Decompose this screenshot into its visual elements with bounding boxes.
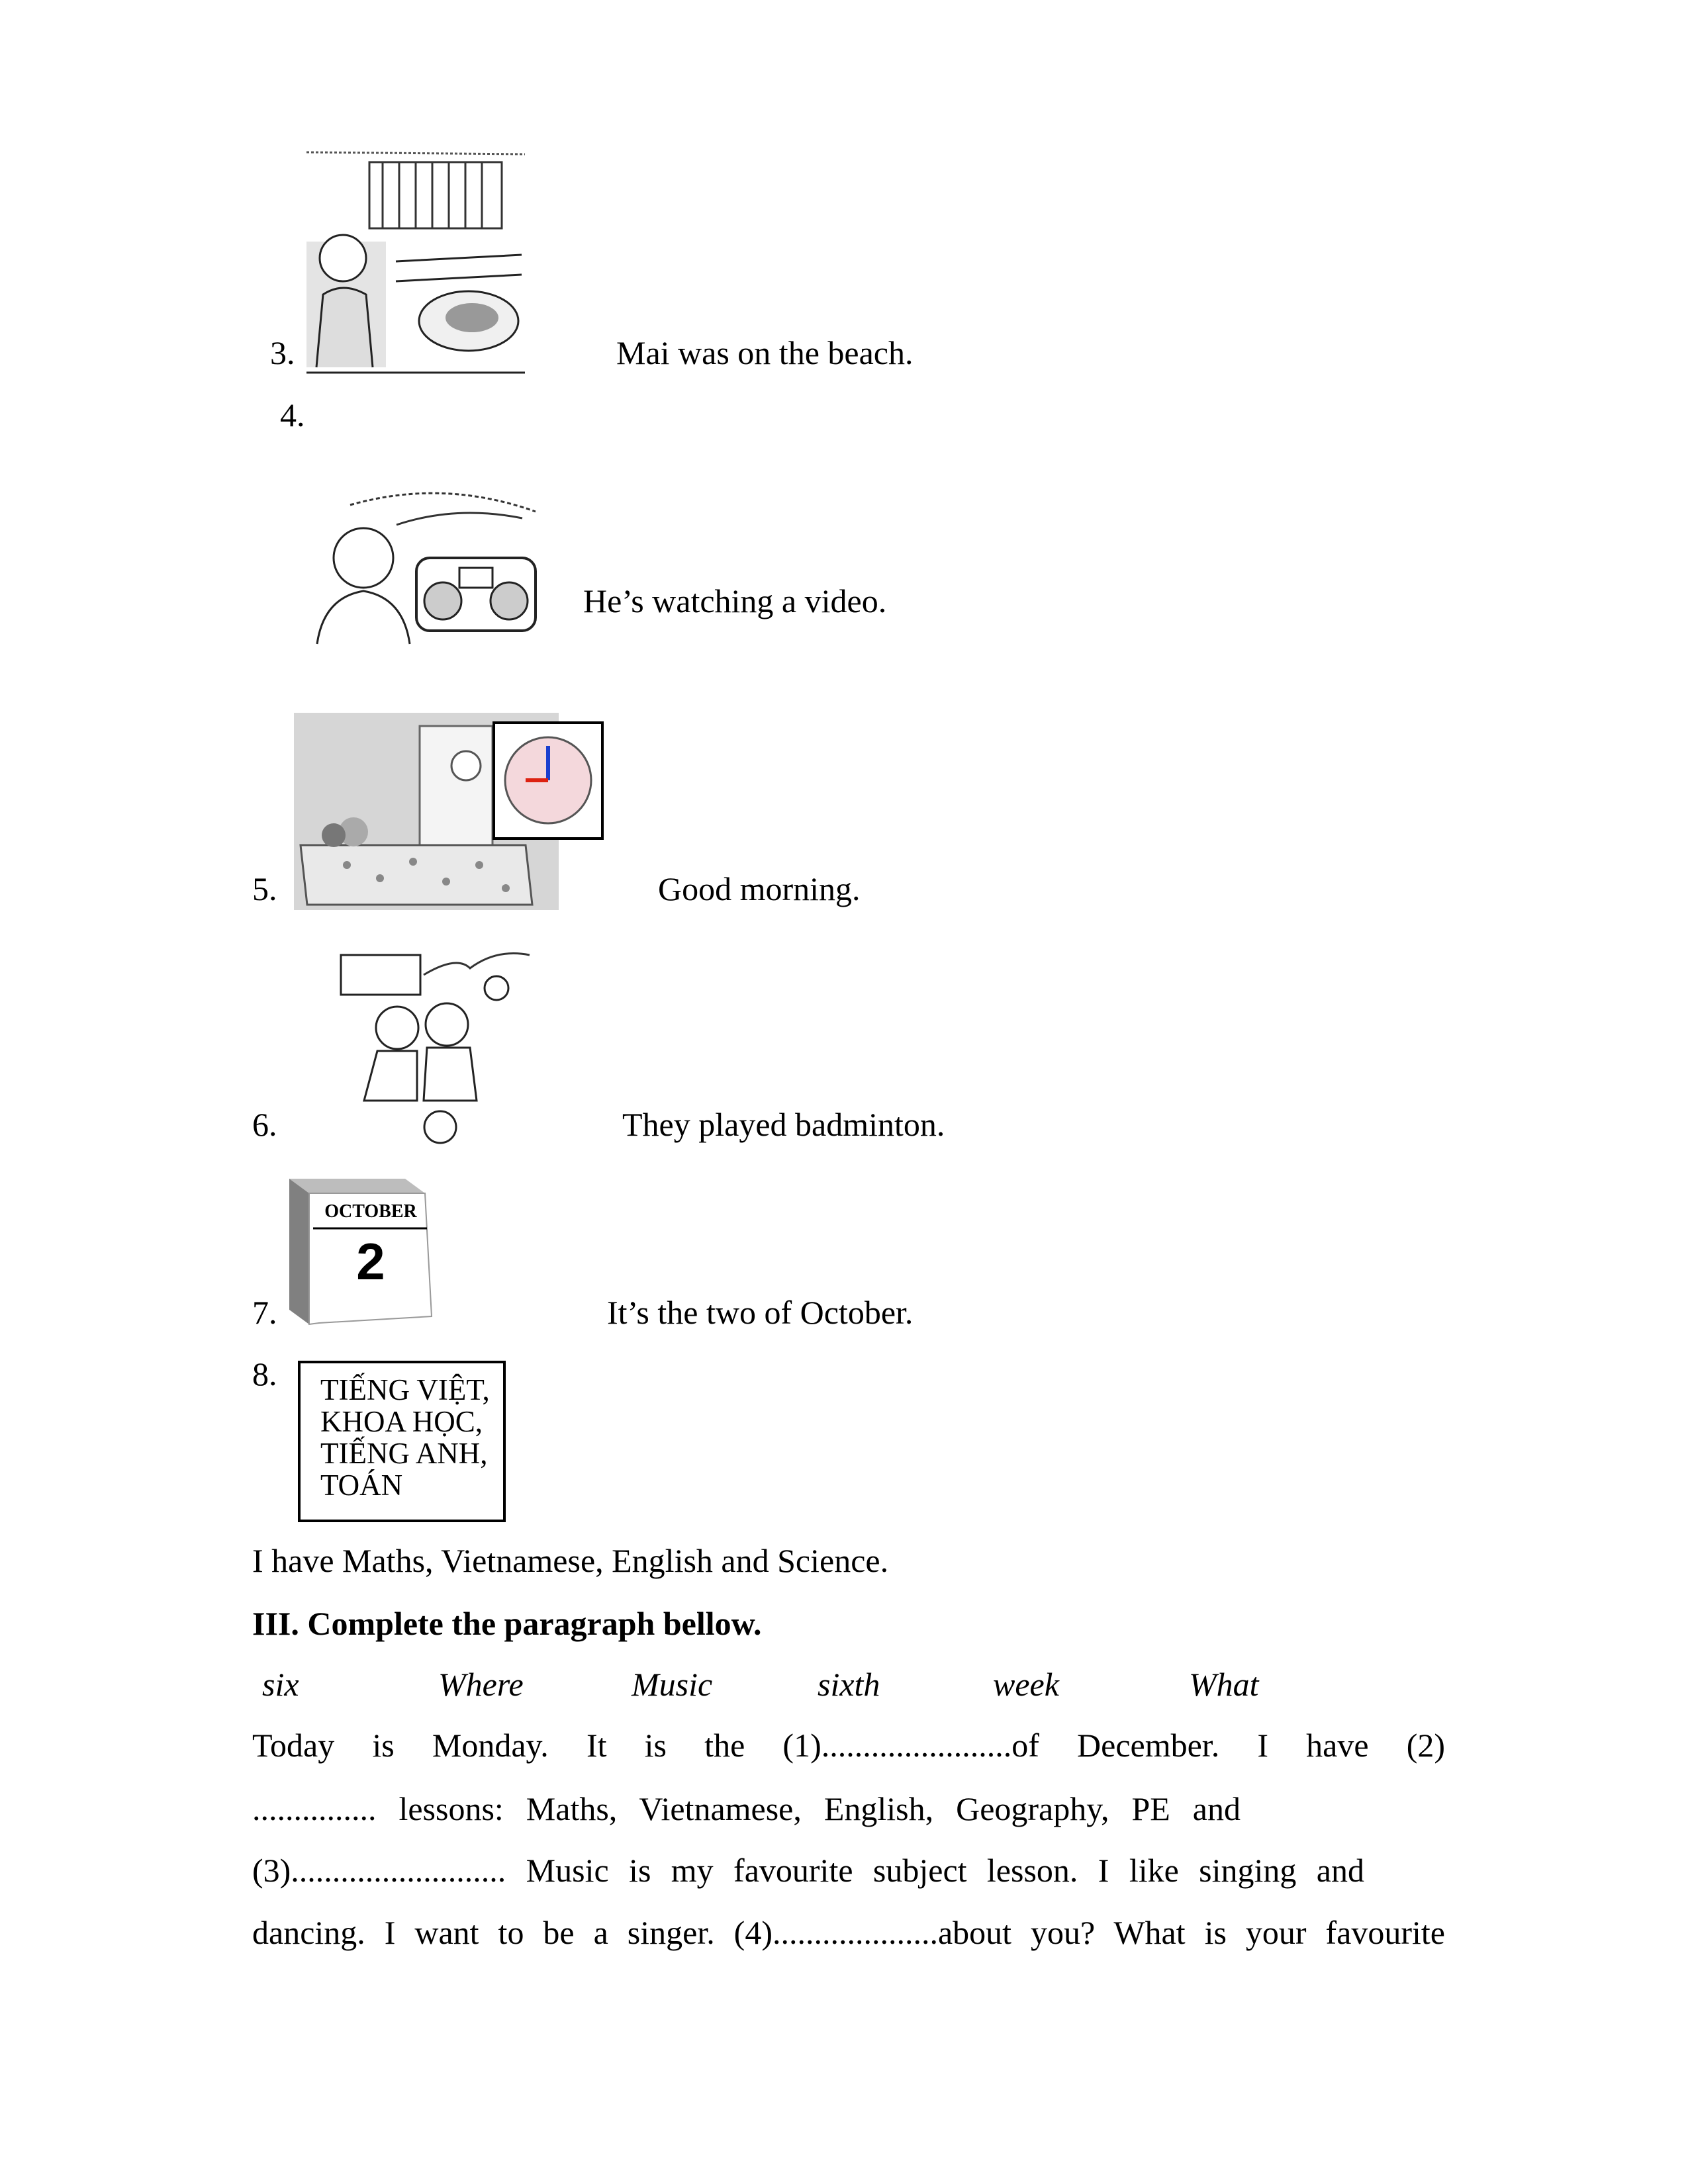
boys-playing-football-picture bbox=[338, 942, 531, 1144]
calendar-picture bbox=[289, 1179, 435, 1334]
boy-listening-to-radio-picture bbox=[310, 485, 559, 645]
subject-1: TIẾNG VIỆT, bbox=[320, 1373, 490, 1406]
item-4-number: 4. bbox=[280, 396, 305, 433]
boy-at-zoo-picture bbox=[303, 149, 527, 375]
subject-3: TIẾNG ANH, bbox=[320, 1437, 488, 1470]
item-6-sentence: They played badminton. bbox=[622, 1106, 945, 1143]
subject-2: KHOA HỌC, bbox=[320, 1405, 483, 1438]
word-bank-word: Where bbox=[438, 1666, 524, 1703]
item-8-number: 8. bbox=[252, 1355, 277, 1392]
subjects-box bbox=[298, 1361, 506, 1522]
paragraph-line: (3).......................... Music is my favourite subject lesson. I like singing and bbox=[252, 1852, 1364, 1889]
calendar-day: 2 bbox=[356, 1232, 385, 1291]
paragraph-line: dancing. I want to be a singer. (4)....................about you? What is your favourite bbox=[252, 1914, 1445, 1951]
item-6-number: 6. bbox=[252, 1106, 277, 1143]
item-4-sentence: He’s watching a video. bbox=[583, 582, 887, 619]
word-bank-word: What bbox=[1189, 1666, 1259, 1703]
item-8-sentence: I have Maths, Vietnamese, English and Science. bbox=[252, 1542, 889, 1579]
item-7-number: 7. bbox=[252, 1294, 277, 1331]
section-heading: III. Complete the paragraph bellow. bbox=[252, 1605, 762, 1642]
word-bank-word: six bbox=[262, 1666, 299, 1703]
paragraph-line: Today is Monday. It is the (1).......................of December. I have (2) bbox=[252, 1727, 1445, 1764]
subject-4: TOÁN bbox=[320, 1469, 403, 1502]
item-5-sentence: Good morning. bbox=[658, 870, 861, 907]
item-3-sentence: Mai was on the beach. bbox=[616, 334, 914, 371]
word-bank-word: Music bbox=[632, 1666, 713, 1703]
paragraph-line: ............... lessons: Maths, Vietnamese, English, Geography, PE and bbox=[252, 1790, 1241, 1827]
word-bank-word: sixth bbox=[818, 1666, 880, 1703]
item-7-sentence: It’s the two of October. bbox=[607, 1294, 914, 1331]
calendar-month: OCTOBER bbox=[324, 1201, 417, 1222]
item-5-number: 5. bbox=[252, 870, 277, 907]
child-in-bed-clock-picture bbox=[294, 713, 604, 910]
word-bank-word: week bbox=[993, 1666, 1059, 1703]
item-3-number: 3. bbox=[270, 334, 295, 371]
